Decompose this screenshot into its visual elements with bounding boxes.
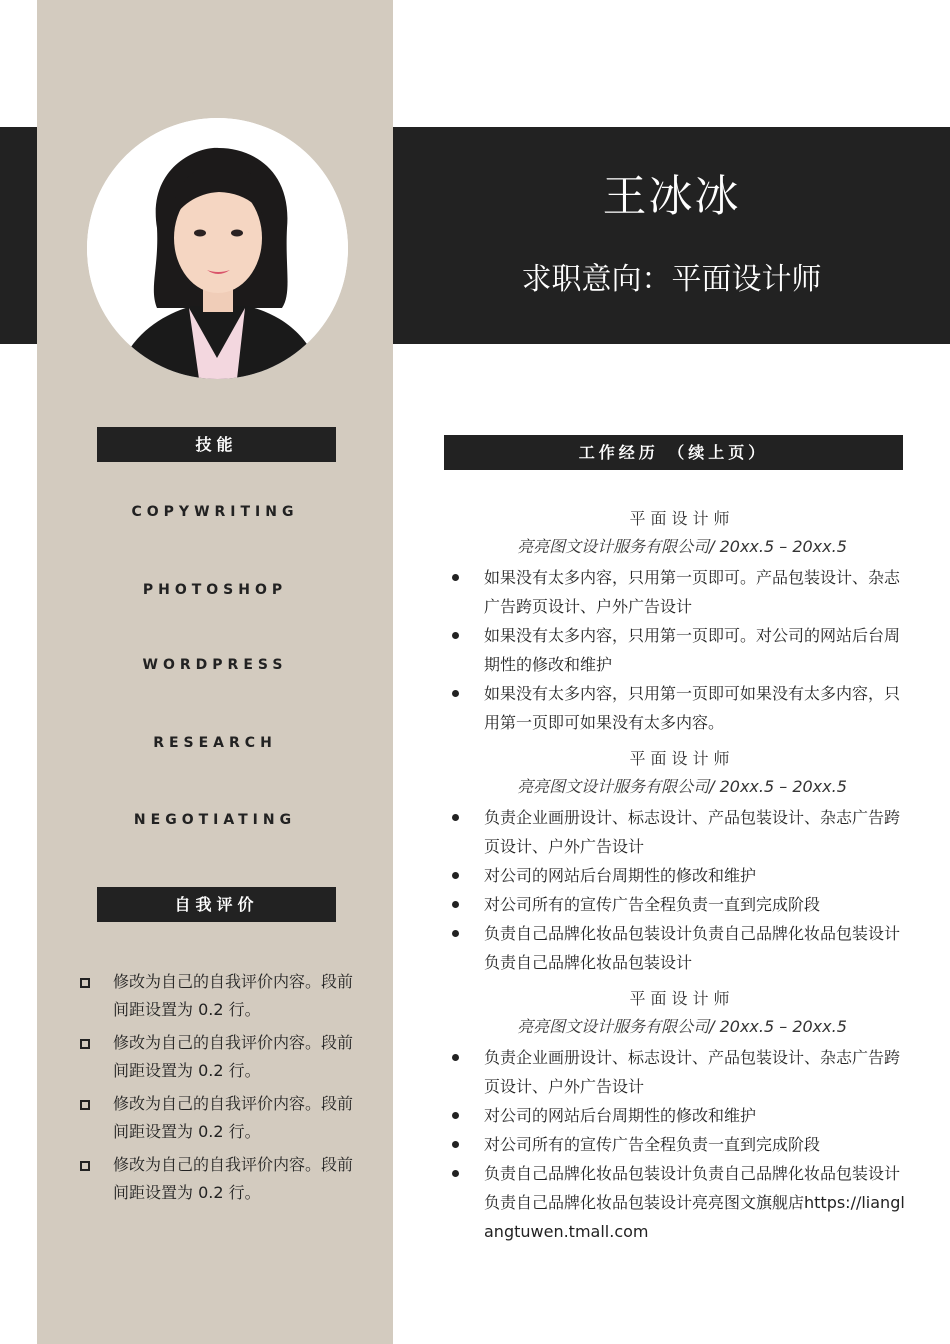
job-bullet <box>445 563 905 621</box>
square-bullet-icon <box>80 978 90 988</box>
square-bullet-icon <box>80 1161 90 1171</box>
skill-item: NEGOTIATING <box>133 812 297 828</box>
evaluation-heading: 自我评价 <box>97 887 336 922</box>
evaluation-item <box>78 968 368 1024</box>
evaluation-item <box>78 1151 368 1207</box>
job-entry <box>445 745 905 977</box>
skill-item: PHOTOSHOP <box>142 582 288 598</box>
bullet-text: 如果没有太多内容，只用第一页即可如果没有太多内容，只用第一页即可如果没有太多内容。 <box>484 684 901 732</box>
job-bullet <box>445 803 905 861</box>
bullet-text: 负责自己品牌化妆品包装设计负责自己品牌化妆品包装设计负责自己品牌化妆品包装设计亮亮图文旗舰店https://lianglangtuwen.tmall.com <box>484 1164 905 1241</box>
evaluation-item <box>78 1029 368 1085</box>
evaluation-text: 修改为自己的自我评价内容。段前间距设置为 0.2 行。 <box>113 1094 354 1141</box>
job-company: 亮亮图文设计服务有限公司/ 20xx.5 – 20xx.5 <box>517 537 847 556</box>
square-bullet-icon <box>80 1100 90 1110</box>
work-heading: 工作经历 （续上页） <box>444 435 903 470</box>
bullet-text: 对公司所有的宣传广告全程负责一直到完成阶段 <box>484 895 821 914</box>
bullet-dot-icon <box>452 930 459 937</box>
job-bullet <box>445 890 905 919</box>
bullet-text: 如果没有太多内容，只用第一页即可。产品包装设计、杂志广告跨页设计、户外广告设计 <box>484 568 901 616</box>
bullet-text: 负责企业画册设计、标志设计、产品包装设计、杂志广告跨页设计、户外广告设计 <box>484 1048 901 1096</box>
job-intent: 求职意向：平面设计师 <box>521 262 822 297</box>
bullet-text: 如果没有太多内容，只用第一页即可。对公司的网站后台周期性的修改和维护 <box>484 626 901 674</box>
job-company: 亮亮图文设计服务有限公司/ 20xx.5 – 20xx.5 <box>517 1017 847 1036</box>
job-bullets <box>445 563 905 737</box>
job-bullet <box>445 621 905 679</box>
candidate-name: 王冰冰 <box>602 171 741 222</box>
job-bullets <box>445 803 905 977</box>
job-bullets <box>445 1043 905 1246</box>
bullet-dot-icon <box>452 1054 459 1061</box>
bullet-dot-icon <box>452 901 459 908</box>
bullet-text: 对公司所有的宣传广告全程负责一直到完成阶段 <box>484 1135 821 1154</box>
bullet-dot-icon <box>452 632 459 639</box>
bullet-dot-icon <box>452 814 459 821</box>
job-entry <box>445 505 905 737</box>
bullet-dot-icon <box>452 872 459 879</box>
job-title: 平面设计师 <box>629 749 735 768</box>
job-title: 平面设计师 <box>629 989 735 1008</box>
evaluation-text: 修改为自己的自我评价内容。段前间距设置为 0.2 行。 <box>113 1155 354 1202</box>
evaluation-text: 修改为自己的自我评价内容。段前间距设置为 0.2 行。 <box>113 1033 354 1080</box>
job-bullet <box>445 1101 905 1130</box>
job-bullet <box>445 679 905 737</box>
bullet-text: 负责自己品牌化妆品包装设计负责自己品牌化妆品包装设计负责自己品牌化妆品包装设计 <box>484 924 901 972</box>
job-bullet <box>445 919 905 977</box>
evaluation-text: 修改为自己的自我评价内容。段前间距设置为 0.2 行。 <box>113 972 354 1019</box>
header-band-left <box>0 127 37 344</box>
bullet-dot-icon <box>452 1170 459 1177</box>
skills-heading: 技能 <box>97 427 336 462</box>
job-company: 亮亮图文设计服务有限公司/ 20xx.5 – 20xx.5 <box>517 777 847 796</box>
job-bullet <box>445 861 905 890</box>
job-entry <box>445 985 905 1246</box>
job-title: 平面设计师 <box>629 509 735 528</box>
skill-item: RESEARCH <box>153 735 277 751</box>
profile-photo <box>87 118 348 379</box>
bullet-dot-icon <box>452 1141 459 1148</box>
bullet-text: 负责企业画册设计、标志设计、产品包装设计、杂志广告跨页设计、户外广告设计 <box>484 808 901 856</box>
job-bullet <box>445 1159 905 1246</box>
job-bullet <box>445 1130 905 1159</box>
evaluation-list <box>78 968 368 1212</box>
bullet-dot-icon <box>452 690 459 697</box>
bullet-text: 对公司的网站后台周期性的修改和维护 <box>484 1106 757 1125</box>
square-bullet-icon <box>80 1039 90 1049</box>
job-bullet <box>445 1043 905 1101</box>
skill-item: COPYWRITING <box>131 504 299 520</box>
bullet-text: 对公司的网站后台周期性的修改和维护 <box>484 866 757 885</box>
bullet-dot-icon <box>452 1112 459 1119</box>
skill-item: WORDPRESS <box>142 657 288 673</box>
evaluation-item <box>78 1090 368 1146</box>
bullet-dot-icon <box>452 574 459 581</box>
